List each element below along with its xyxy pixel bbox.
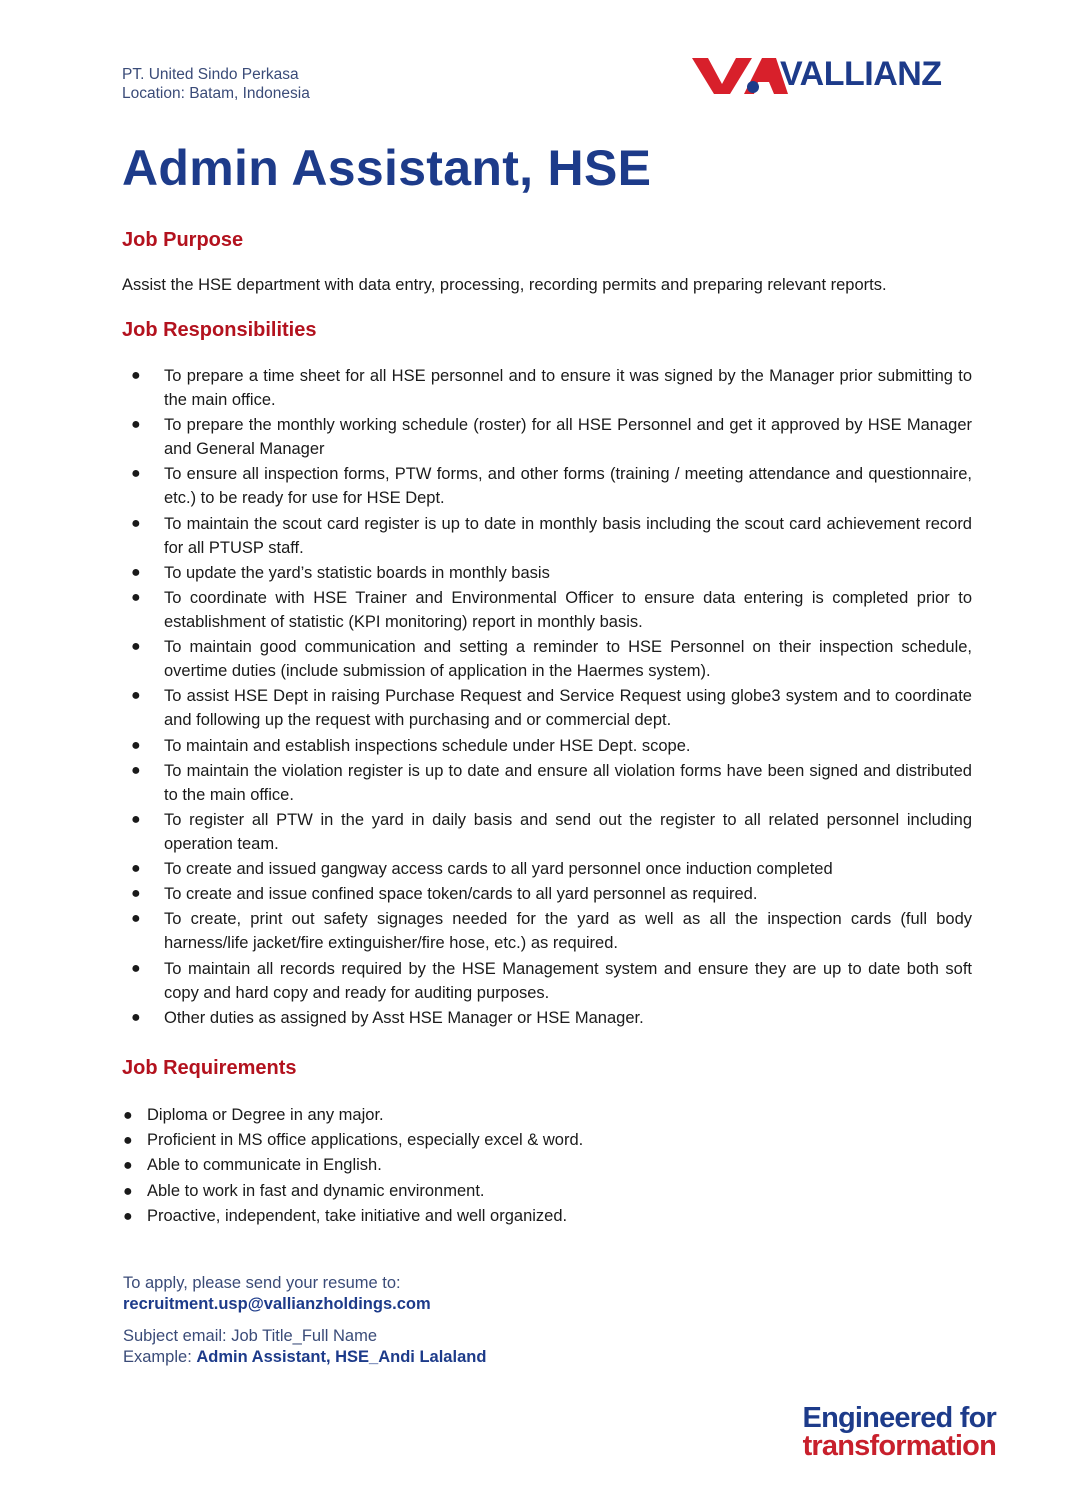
bullet-icon: ● (131, 416, 141, 434)
example-value: Admin Assistant, HSE_Andi Lalaland (196, 1348, 487, 1366)
apply-email-link[interactable]: recruitment.usp@vallianzholdings.com (123, 1295, 431, 1313)
vallianz-logo (692, 54, 1004, 96)
list-item: ● To maintain good communication and setting a reminder to HSE Personnel on their inspection schedule, overtime duties (include submission of application in the Haermes system). (122, 635, 972, 683)
bullet-icon: ● (131, 761, 141, 779)
bullet-icon: ● (131, 860, 141, 878)
bullet-icon: ● (131, 1008, 141, 1026)
job-purpose-text: Assist the HSE department with data entry, processing, recording permits and preparing relevant reports. (122, 276, 887, 294)
apply-instruction: To apply, please send your resume to: (123, 1274, 401, 1292)
list-item: ● To maintain the scout card register is up to date in monthly basis including the scout card achievement record for all PTUSP staff. (122, 512, 972, 560)
list-item: ● Other duties as assigned by Asst HSE Manager or HSE Manager. (122, 1006, 972, 1030)
bullet-icon: ● (123, 1182, 133, 1200)
bullet-icon: ● (131, 367, 141, 384)
job-requirements-heading: Job Requirements (122, 1057, 297, 1079)
subject-example (123, 1347, 486, 1368)
list-item: ● To ensure all inspection forms, PTW forms, and other forms (training / meeting attendance and questionnaire, etc.) to be ready for use for HSE Dept. (122, 462, 972, 510)
tagline-line1: Engineered for (802, 1402, 996, 1434)
list-item: ● To create, print out safety signages needed for the yard as well as all the inspection cards (full body harness/life jacket/fire extinguisher/fire hose, etc.) as required. (122, 907, 972, 955)
list-item: ● To create and issued gangway access cards to all yard personnel once induction completed (122, 857, 972, 881)
list-item: ● To create and issue confined space token/cards to all yard personnel as required. (122, 882, 972, 906)
bullet-icon: ● (123, 1107, 133, 1124)
company-location: Location: Batam, Indonesia (122, 85, 310, 102)
bullet-icon: ● (131, 687, 141, 705)
list-item: ● Proficient in MS office applications, especially excel & word. (122, 1128, 583, 1153)
list-item: ● To maintain and establish inspections schedule under HSE Dept. scope. (122, 734, 972, 758)
list-item: ● To assist HSE Dept in raising Purchase Request and Service Request using globe3 system and to coordinate and following up the request with purchasing and or commercial dept. (122, 684, 972, 732)
bullet-icon: ● (123, 1207, 133, 1225)
list-item: ● To update the yard’s statistic boards in monthly basis (122, 561, 972, 585)
job-title: Admin Assistant, HSE (122, 140, 652, 196)
list-item: ● Diploma or Degree in any major. (122, 1103, 583, 1128)
company-name: PT. United Sindo Perkasa (122, 66, 299, 83)
list-item: ● To maintain the violation register is up to date and ensure all violation forms have been signed and distributed to the main office. (122, 759, 972, 807)
bullet-icon: ● (131, 563, 141, 581)
logo-wordmark: VALLIANZ (780, 55, 942, 93)
bullet-icon: ● (123, 1132, 133, 1150)
bullet-icon: ● (131, 885, 141, 903)
company-info (122, 65, 310, 103)
responsibilities-list (122, 364, 972, 1031)
brand-tagline (803, 1404, 996, 1460)
list-item: ● Able to work in fast and dynamic environment. (122, 1179, 583, 1204)
list-item: ● To coordinate with HSE Trainer and Environmental Officer to ensure data entering is completed prior to establishment of statistic (KPI monitoring) report in monthly basis. (122, 586, 972, 634)
bullet-icon: ● (131, 638, 141, 656)
list-item: ● To prepare a time sheet for all HSE personnel and to ensure it was signed by the Manager prior submitting to the main office. (122, 364, 972, 412)
bullet-icon: ● (131, 514, 141, 532)
bullet-icon: ● (131, 910, 141, 928)
bullet-icon: ● (131, 736, 141, 754)
vallianz-logo-mark-icon (692, 54, 788, 96)
list-item: ● Proactive, independent, take initiative and well organized. (122, 1204, 583, 1229)
bullet-icon: ● (131, 588, 141, 606)
example-label: Example: (123, 1348, 197, 1366)
job-purpose-heading: Job Purpose (122, 229, 244, 251)
list-item: ● To maintain all records required by the HSE Management system and ensure they are up to date both soft copy and hard copy and ready for auditing purposes. (122, 957, 972, 1005)
subject-format: Subject email: Job Title_Full Name (123, 1327, 378, 1345)
job-responsibilities-heading: Job Responsibilities (122, 319, 317, 341)
tagline-line2: transformation (802, 1430, 996, 1462)
list-item: ● To register all PTW in the yard in daily basis and send out the register to all related personnel including operation team. (122, 808, 972, 856)
requirements-list (122, 1103, 583, 1229)
list-item: ● To prepare the monthly working schedule (roster) for all HSE Personnel and get it approved by HSE Manager and General Manager (122, 413, 972, 461)
bullet-icon: ● (131, 959, 141, 977)
bullet-icon: ● (131, 465, 141, 483)
list-item: ● Able to communicate in English. (122, 1153, 583, 1178)
bullet-icon: ● (131, 810, 141, 828)
bullet-icon: ● (123, 1157, 133, 1175)
